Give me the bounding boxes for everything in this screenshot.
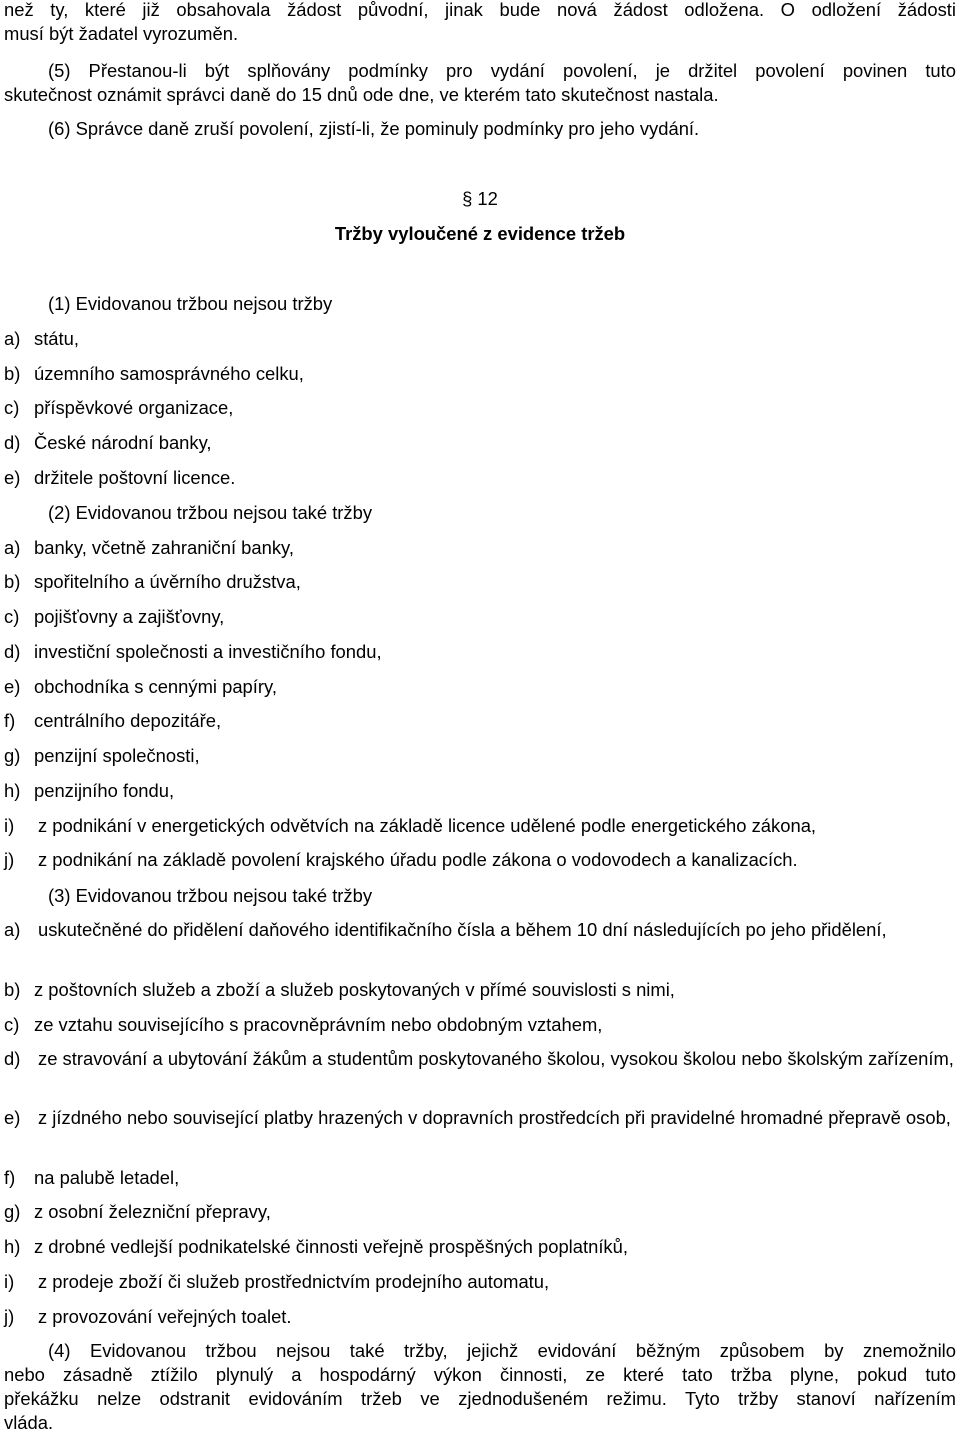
list-item-text: z prodeje zboží či služeb prostřednictvím prodejního automatu,	[38, 1271, 550, 1292]
list-item-text: z poštovních služeb a zboží a služeb poskytovaných v přímé souvislosti s nimi,	[34, 979, 675, 1000]
list-item-label: b)	[4, 363, 21, 384]
list-item-label: h)	[4, 780, 21, 801]
list-item-label: g)	[4, 1201, 21, 1222]
paragraph-2-intro: (2) Evidovanou tržbou nejsou také tržby	[48, 502, 373, 523]
list-item-text: penzijní společnosti,	[34, 745, 200, 766]
list-item-text: z podnikání na základě povolení krajského úřadu podle zákona o vodovodech a kanalizacích.	[38, 849, 798, 870]
list-item-label: b)	[4, 571, 21, 592]
list-item-text: z provozování veřejných toalet.	[38, 1306, 292, 1327]
list-item-label: e)	[4, 676, 21, 697]
list-item-text: z drobné vedlejší podnikatelské činnosti veřejně prospěšných poplatníků,	[34, 1236, 628, 1257]
section-number: § 12	[462, 188, 498, 209]
list-item-label: j)	[4, 1306, 15, 1327]
list-item-text: z osobní železniční přepravy,	[34, 1201, 271, 1222]
list-item-label: a)	[4, 919, 21, 940]
list-item-text: držitele poštovní licence.	[34, 467, 236, 488]
list-item-text: územního samosprávného celku,	[34, 363, 304, 384]
paragraph-line: než ty, které již obsahovala žádost původní, jinak bude nová žádost odložena. O odložení žádosti	[4, 0, 956, 20]
paragraph-4-line: (4) Evidovanou tržbou nejsou také tržby, jejichž evidování běžným způsobem by znemožnilo	[48, 1340, 956, 1361]
paragraph-4-line: překážku nelze odstranit evidováním tržeb ve zjednodušeném režimu. Tyto tržby stanoví nařízením	[4, 1388, 956, 1409]
paragraph-1-intro: (1) Evidovanou tržbou nejsou tržby	[48, 293, 333, 314]
list-item-text: příspěvkové organizace,	[34, 397, 234, 418]
list-item-text: banky, včetně zahraniční banky,	[34, 537, 294, 558]
list-item-label: b)	[4, 979, 21, 1000]
paragraph-3-intro: (3) Evidovanou tržbou nejsou také tržby	[48, 885, 373, 906]
list-item-label: f)	[4, 1167, 16, 1188]
paragraph-5-line: skutečnost oznámit správci daně do 15 dnů ode dne, ve kterém tato skutečnost nastala.	[4, 84, 719, 105]
list-item-label: d)	[4, 1048, 21, 1069]
list-item-text: ze stravování a ubytování žákům a studentům poskytovaného školou, vysokou školou nebo školským zařízením,	[38, 1048, 954, 1069]
list-item-text: na palubě letadel,	[34, 1167, 180, 1188]
list-item-text: pojišťovny a zajišťovny,	[34, 606, 225, 627]
list-item-text: uskutečněné do přidělení daňového identifikačního čísla a během 10 dní následujících po jeho přidělení,	[38, 919, 887, 940]
list-item-label: f)	[4, 710, 16, 731]
list-item-label: d)	[4, 641, 21, 662]
list-item-label: e)	[4, 1107, 21, 1128]
list-item-text: penzijního fondu,	[34, 780, 175, 801]
list-item-text: centrálního depozitáře,	[34, 710, 222, 731]
list-item-label: c)	[4, 606, 20, 627]
paragraph-4-line: nebo zásadně ztížilo plynulý a hospodárný výkon činnosti, ze které tato tržba plyne, pokud tuto	[4, 1364, 956, 1385]
section-title: Tržby vyloučené z evidence tržeb	[334, 223, 626, 244]
list-item-text: z podnikání v energetických odvětvích na základě licence udělené podle energetického zákona,	[38, 815, 817, 836]
list-item	[4, 1047, 956, 1095]
list-item-label: g)	[4, 745, 21, 766]
list-item-label: h)	[4, 1236, 21, 1257]
list-item-text: investiční společnosti a investičního fondu,	[34, 641, 382, 662]
paragraph-6: (6) Správce daně zruší povolení, zjistí-li, že pominuly podmínky pro jeho vydání.	[48, 118, 700, 139]
list-item-label: c)	[4, 1014, 20, 1035]
list-item-text: obchodníka s cennými papíry,	[34, 676, 277, 697]
paragraph-4-line: vláda.	[4, 1412, 54, 1433]
list-item-label: j)	[4, 849, 15, 870]
list-item-text: státu,	[34, 328, 79, 349]
list-item	[4, 1106, 956, 1154]
list-item-label: c)	[4, 397, 20, 418]
list-item-label: d)	[4, 432, 21, 453]
list-item-label: e)	[4, 467, 21, 488]
list-item-label: a)	[4, 328, 21, 349]
list-item	[4, 918, 956, 966]
list-item-label: i)	[4, 1271, 15, 1292]
list-item-label: i)	[4, 815, 15, 836]
list-item-text: České národní banky,	[34, 432, 212, 453]
list-item-text: spořitelního a úvěrního družstva,	[34, 571, 301, 592]
paragraph-5-line: (5) Přestanou-li být splňovány podmínky pro vydání povolení, je držitel povolení povinen tuto	[48, 60, 956, 81]
list-item-text: ze vztahu souvisejícího s pracovněprávním nebo obdobným vztahem,	[34, 1014, 603, 1035]
list-item-text: z jízdného nebo související platby hrazených v dopravních prostředcích při pravidelné hromadné přepravě osob,	[38, 1107, 951, 1128]
list-item-label: a)	[4, 537, 21, 558]
paragraph-line: musí být žadatel vyrozuměn.	[4, 23, 239, 44]
